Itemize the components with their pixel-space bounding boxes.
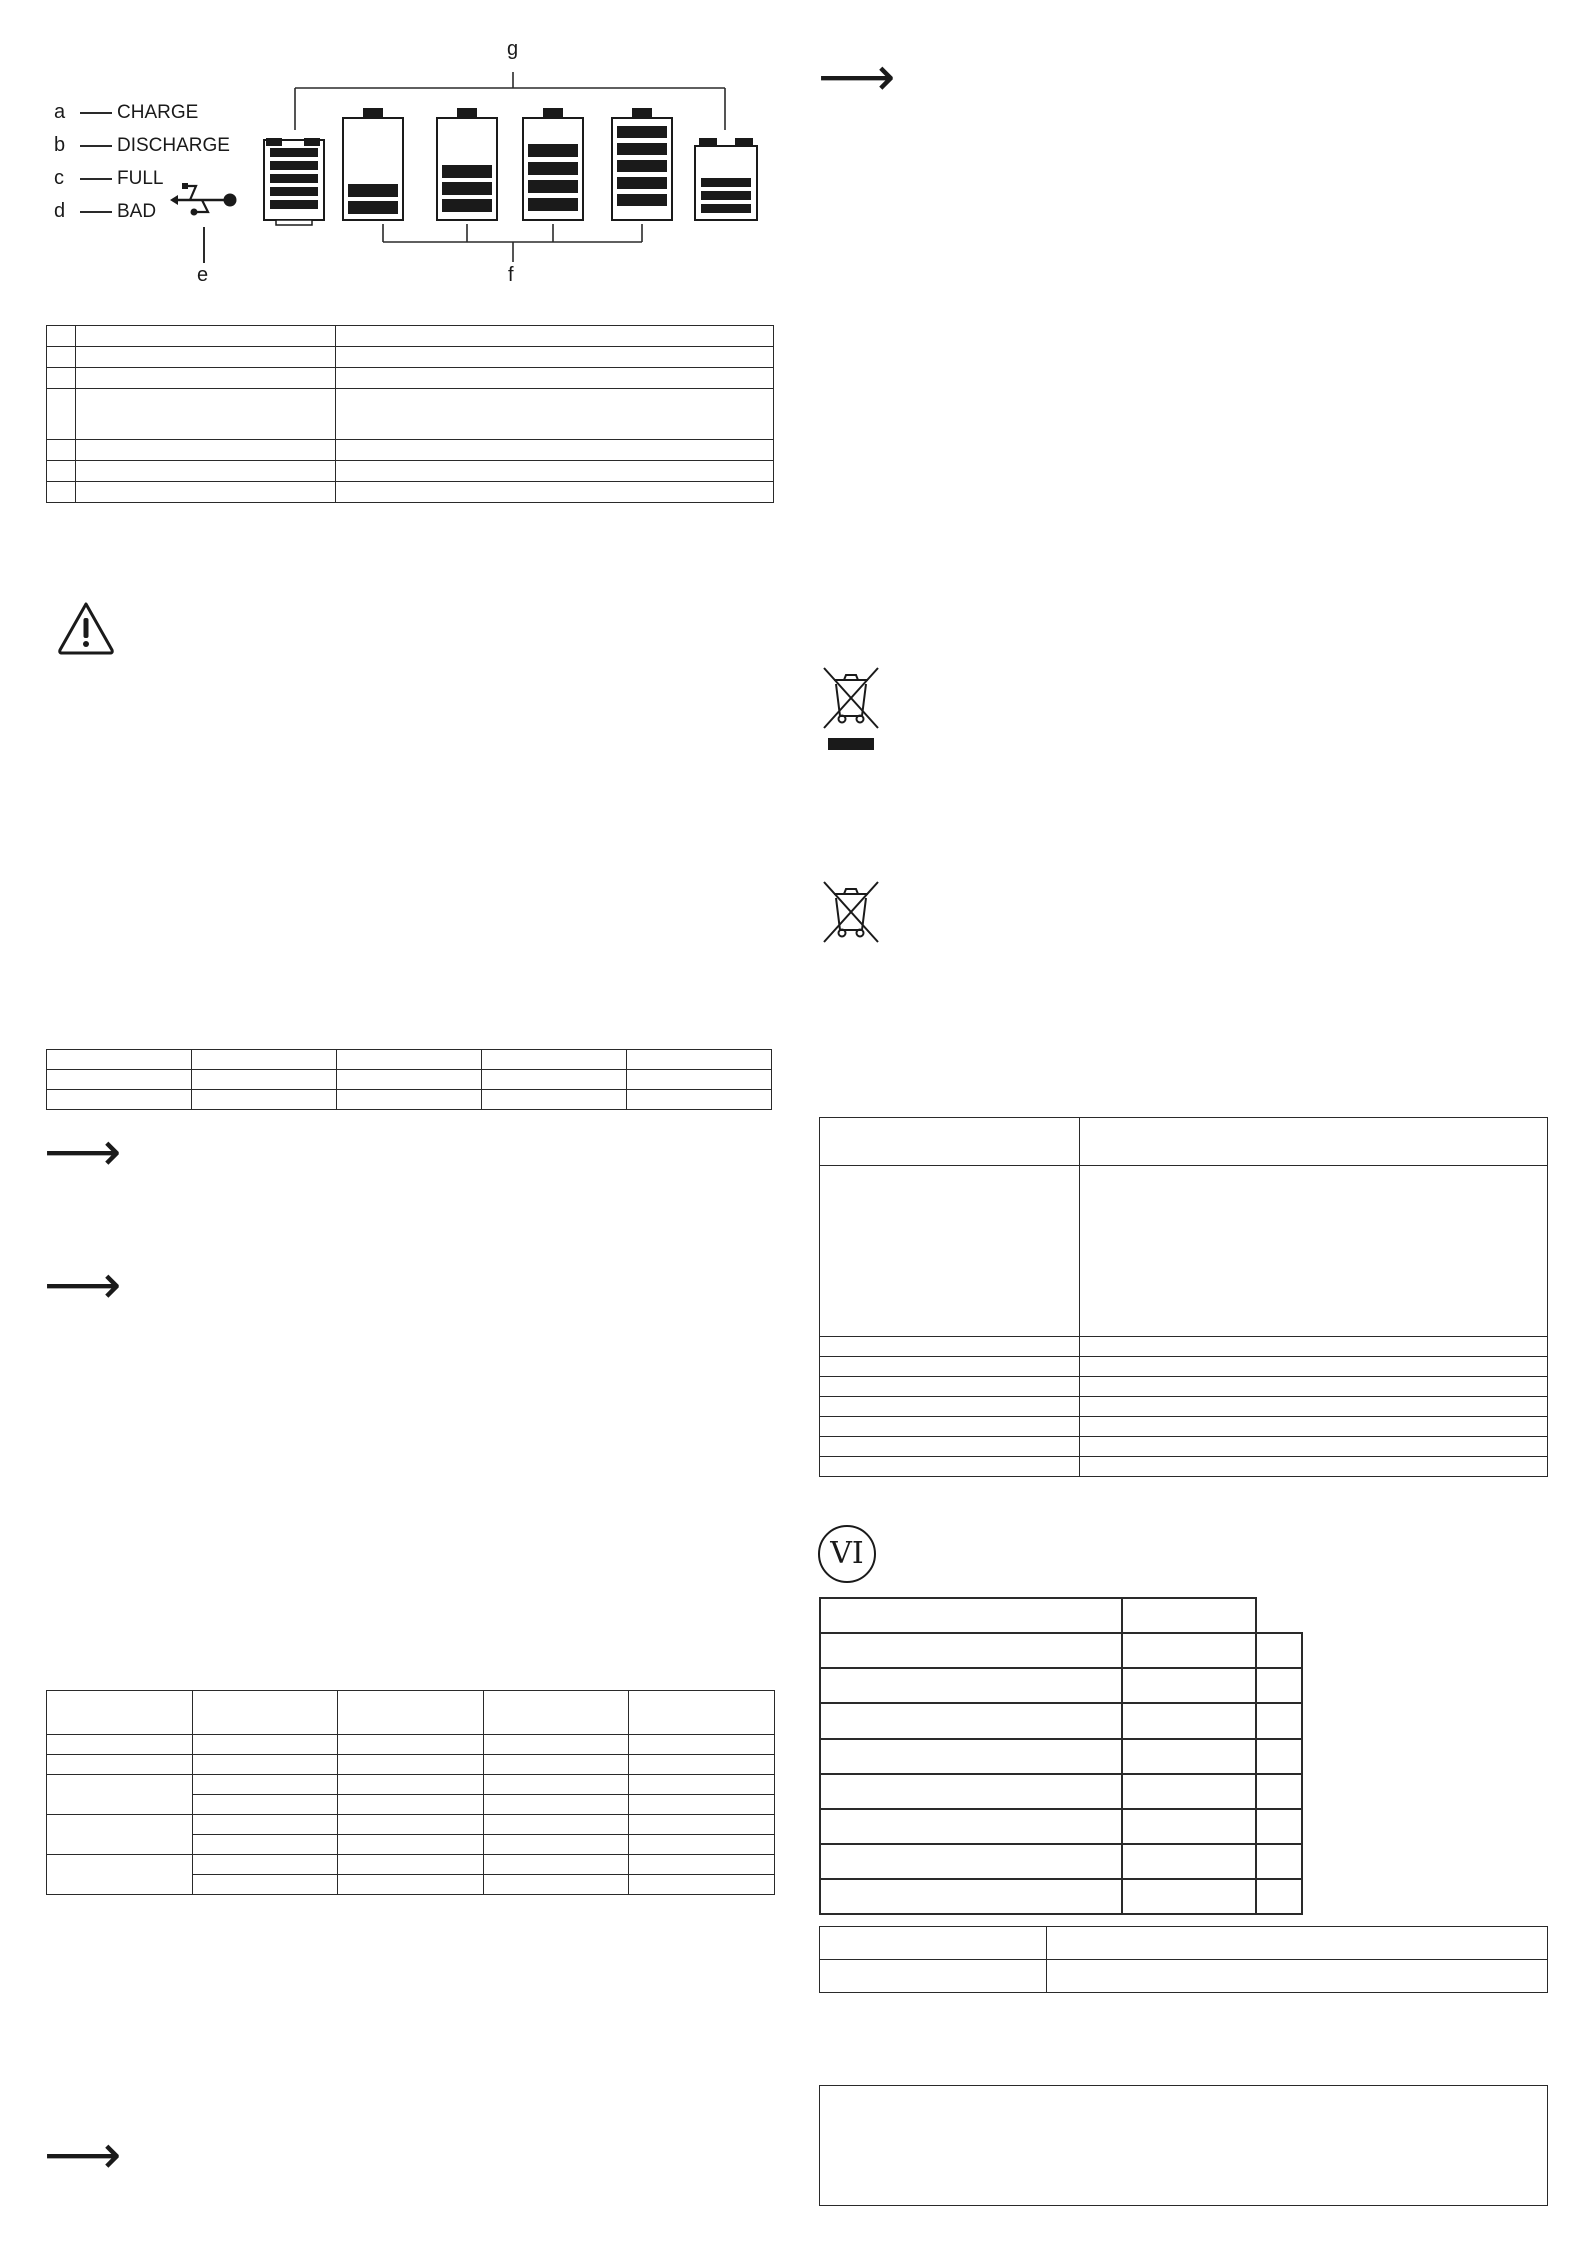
legend-charge: CHARGE [117,102,199,123]
legend-letter-d: d [54,200,66,222]
warning-triangle-icon [56,600,116,656]
spec-table-large [46,1690,775,1895]
crossed-out-bin-with-bar-icon [820,666,884,752]
spec-table-small [46,1049,772,1110]
right-arrow-icon: ⟶ [44,1120,122,1183]
right-arrow-icon: ⟶ [44,2123,122,2186]
callout-f: f [508,264,514,286]
right-arrow-icon: ⟶ [44,1253,122,1316]
legend-letter-b: b [54,134,66,156]
roman-numeral-badge [818,1525,876,1583]
legend-full: FULL [117,168,164,189]
two-column-table [819,1926,1548,1993]
legend-discharge: DISCHARGE [117,135,230,156]
empty-frame-box [819,2085,1548,2206]
usb-icon [168,178,240,222]
crossed-out-bin-icon [820,880,884,946]
roman-numeral-text: VI [830,1536,864,1571]
legend-letter-a: a [54,101,66,123]
legend-bad: BAD [117,201,157,222]
battery-segments-diagram [240,30,780,300]
right-arrow-icon: ⟶ [818,45,896,108]
legend-table [46,325,774,503]
legend-letter-c: c [54,167,64,189]
callout-g: g [507,38,519,60]
stepped-table [819,1597,1303,1917]
technical-data-table [819,1117,1548,1477]
callout-e: e [197,264,209,286]
